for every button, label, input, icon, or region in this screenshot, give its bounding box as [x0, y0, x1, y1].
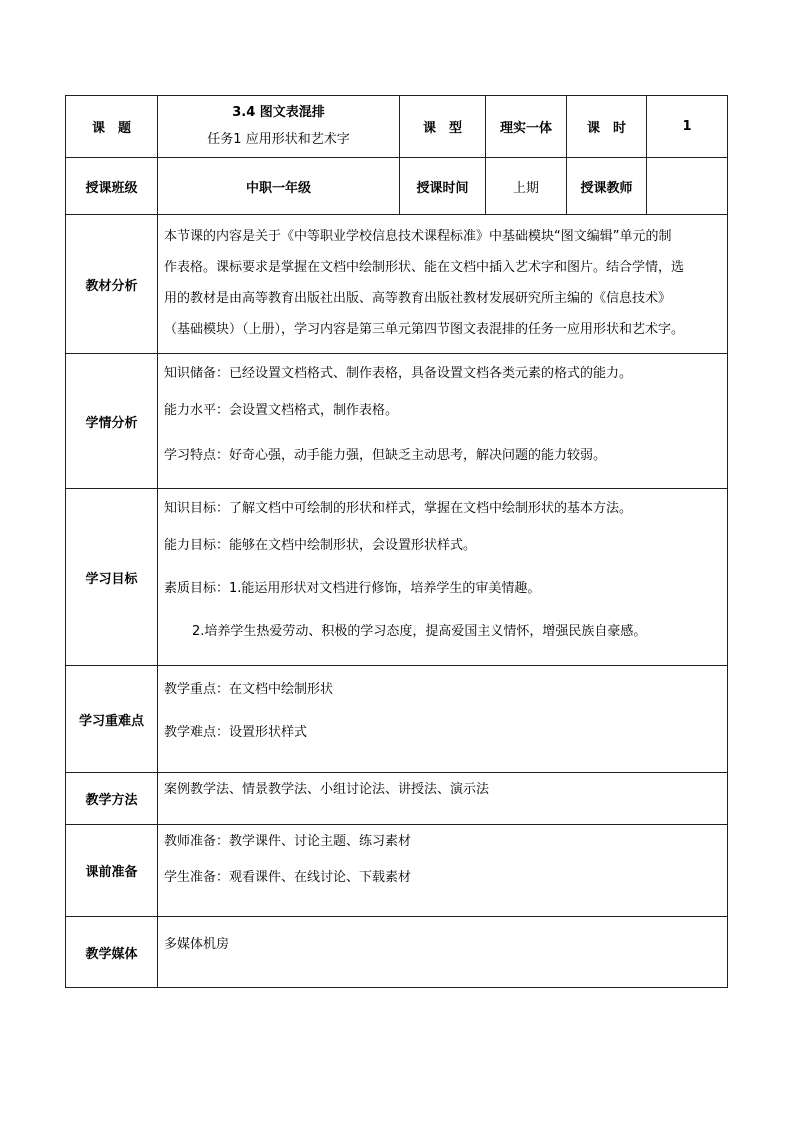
row-topic	[66, 96, 728, 158]
goals-line: 素质目标：1.能运用形状对文档进行修饰，培养学生的审美情趣。	[164, 581, 541, 596]
lesson-title: 3.4 图文表混排	[232, 105, 325, 120]
row-prep	[66, 825, 728, 917]
class-label: 授课班级	[66, 158, 158, 215]
topic-label: 课 题	[66, 96, 158, 158]
media-label: 教学媒体	[66, 917, 158, 988]
students-line: 知识储备：已经设置文档格式、制作表格，具备设置文档各类元素的格式的能力。	[164, 366, 633, 381]
hours-label: 课 时	[567, 96, 647, 158]
row-goals	[66, 489, 728, 666]
lesson-plan-table	[65, 95, 728, 988]
prep-label: 课前准备	[66, 825, 158, 917]
prep-line: 学生准备：观看课件、在线讨论、下载素材	[164, 870, 412, 885]
class-value: 中职一年级	[158, 158, 400, 215]
goals-line: 能力目标：能够在文档中绘制形状，会设置形状样式。	[164, 538, 477, 553]
keypoints-content	[158, 666, 728, 773]
students-line: 能力水平：会设置文档格式，制作表格。	[164, 403, 399, 418]
media-content	[158, 917, 728, 988]
time-label: 授课时间	[400, 158, 486, 215]
goals-label: 学习目标	[66, 489, 158, 666]
material-line: 作表格。课标要求是掌握在文档中绘制形状、能在文档中插入艺术字和图片。结合学情，选	[164, 260, 685, 275]
media-text: 多媒体机房	[164, 937, 230, 952]
material-content	[158, 215, 728, 354]
prep-content	[158, 825, 728, 917]
lesson-subtitle: 任务1 应用形状和艺术字	[207, 132, 350, 147]
row-methods	[66, 773, 728, 825]
students-line: 学习特点：好奇心强，动手能力强，但缺乏主动思考，解决问题的能力较弱。	[164, 448, 607, 463]
row-class	[66, 158, 728, 215]
material-line: （基础模块）（上册），学习内容是第三单元第四节图文表混排的任务一应用形状和艺术字。	[164, 322, 685, 337]
hours-value: 1	[647, 96, 728, 158]
time-value: 上期	[486, 158, 567, 215]
teacher-label: 授课教师	[567, 158, 647, 215]
keypoints-label: 学习重难点	[66, 666, 158, 773]
students-content	[158, 354, 728, 489]
keypoints-line: 教学难点：设置形状样式	[164, 725, 308, 740]
material-line: 用的教材是由高等教育出版社出版、高等教育出版社教材发展研究所主编的《信息技术》	[164, 291, 672, 306]
goals-line: 知识目标：了解文档中可绘制的形状和样式，掌握在文档中绘制形状的基本方法。	[164, 501, 633, 516]
row-material	[66, 215, 728, 354]
row-media	[66, 917, 728, 988]
row-students	[66, 354, 728, 489]
lesson-title-cell	[158, 96, 400, 158]
methods-text: 案例教学法、情景教学法、小组讨论法、讲授法、演示法	[164, 782, 490, 797]
prep-line: 教师准备：教学课件、讨论主题、练习素材	[164, 834, 412, 849]
teacher-value	[647, 158, 728, 215]
goals-line: 2.培养学生热爱劳动、积极的学习态度，提高爱国主义情怀，增强民族自豪感。	[192, 624, 647, 639]
students-label: 学情分析	[66, 354, 158, 489]
goals-content	[158, 489, 728, 666]
type-label: 课 型	[400, 96, 486, 158]
row-keypoints	[66, 666, 728, 773]
material-line: 本节课的内容是关于《中等职业学校信息技术课程标准》中基础模块“图文编辑”单元的制	[164, 229, 672, 244]
methods-content	[158, 773, 728, 825]
material-label: 教材分析	[66, 215, 158, 354]
type-value: 理实一体	[486, 96, 567, 158]
methods-label: 教学方法	[66, 773, 158, 825]
keypoints-line: 教学重点：在文档中绘制形状	[164, 682, 334, 697]
